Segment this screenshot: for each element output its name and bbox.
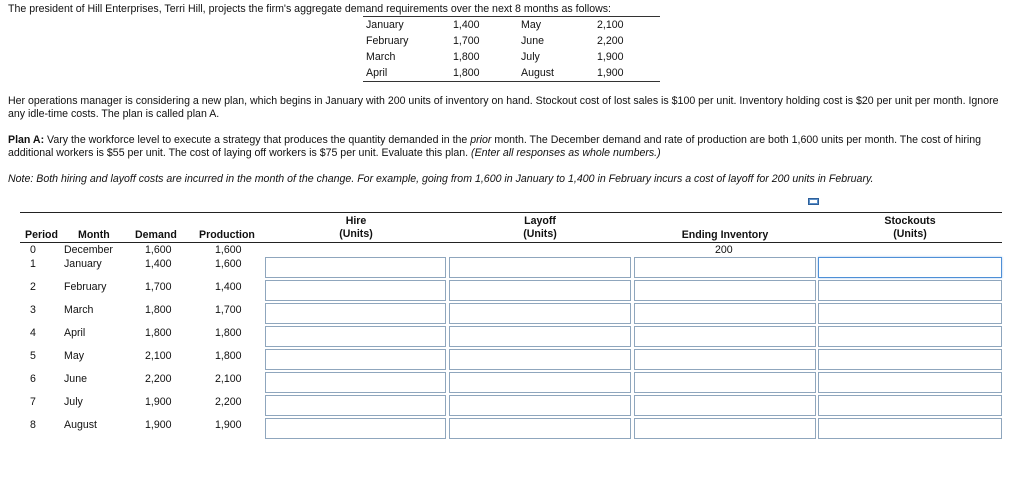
demand-month: January bbox=[366, 19, 404, 31]
demand-month: February bbox=[366, 35, 409, 47]
demand-value: 1,400 bbox=[453, 19, 480, 31]
demand-month: May bbox=[521, 19, 542, 31]
cell-period: 7 bbox=[30, 396, 36, 408]
demand-month: June bbox=[521, 35, 544, 47]
hire-input[interactable] bbox=[265, 372, 446, 393]
demand-row bbox=[363, 65, 660, 81]
cell-month: June bbox=[64, 373, 87, 385]
demand-value: 1,900 bbox=[597, 67, 624, 79]
cell-demand: 1,700 bbox=[145, 281, 172, 293]
cell-period: 4 bbox=[30, 327, 36, 339]
demand-month: August bbox=[521, 67, 554, 79]
header-stockouts bbox=[818, 215, 1002, 241]
demand-value: 2,100 bbox=[597, 19, 624, 31]
cell-production: 1,600 bbox=[215, 244, 242, 256]
plan-label: Plan A: bbox=[8, 134, 45, 146]
operations-paragraph: Her operations manager is considering a new plan, which begins in January with 200 units of inventory on hand. Stockout cost of lost sales is $100 per unit. Inventory holding cost is $20 per unit per month. Ignore any idle-time costs. The plan is called plan A. bbox=[8, 95, 999, 120]
demand-table bbox=[363, 17, 660, 81]
cell-month: August bbox=[64, 419, 97, 431]
calculator-icon[interactable] bbox=[808, 198, 819, 206]
cell-production: 1,800 bbox=[215, 327, 242, 339]
note-text: Note: Both hiring and layoff costs are incurred in the month of the change. For example, going from 1,600 in January to 1,400 in February incurs a cost of layoff for 200 units in February. bbox=[8, 173, 874, 185]
plan-a-paragraph bbox=[8, 134, 1016, 160]
cell-demand: 1,900 bbox=[145, 396, 172, 408]
demand-value: 1,800 bbox=[453, 51, 480, 63]
header-month: Month bbox=[78, 229, 110, 241]
hire-input[interactable] bbox=[265, 280, 446, 301]
demand-value: 1,900 bbox=[597, 51, 624, 63]
stockouts-input[interactable] bbox=[818, 395, 1002, 416]
demand-row bbox=[363, 17, 660, 33]
demand-row bbox=[363, 33, 660, 49]
cell-period: 3 bbox=[30, 304, 36, 316]
ending-inventory-input[interactable] bbox=[634, 372, 816, 393]
plan-text-2: month. The December demand and rate of production are both 1,600 units per month. The cost of hiring additional workers is $55 per unit. The cost of laying off workers is $75 per unit. Evaluate this plan. bbox=[8, 134, 982, 159]
table-top-rule bbox=[20, 212, 1002, 213]
layoff-input[interactable] bbox=[449, 349, 631, 370]
plan-prior: prior bbox=[470, 134, 492, 146]
header-stockouts-title: Stockouts bbox=[884, 215, 936, 227]
hire-input[interactable] bbox=[265, 326, 446, 347]
demand-row bbox=[363, 49, 660, 65]
cell-production: 1,900 bbox=[215, 419, 242, 431]
table-header-rule bbox=[20, 242, 1002, 243]
cell-month: January bbox=[64, 258, 102, 270]
ending-inventory-input[interactable] bbox=[634, 326, 816, 347]
cell-month: February bbox=[64, 281, 107, 293]
layoff-input[interactable] bbox=[449, 326, 631, 347]
cell-demand: 2,200 bbox=[145, 373, 172, 385]
cell-month: May bbox=[64, 350, 85, 362]
cell-production: 1,800 bbox=[215, 350, 242, 362]
cell-demand: 1,600 bbox=[145, 244, 172, 256]
ending-inventory-input[interactable] bbox=[634, 280, 816, 301]
header-ending-inventory: Ending Inventory bbox=[681, 229, 769, 241]
cell-period: 2 bbox=[30, 281, 36, 293]
demand-value: 2,200 bbox=[597, 35, 624, 47]
cell-month: July bbox=[64, 396, 83, 408]
cell-production: 2,100 bbox=[215, 373, 242, 385]
cell-demand: 1,900 bbox=[145, 419, 172, 431]
stockouts-input[interactable] bbox=[818, 280, 1002, 301]
stockouts-input[interactable] bbox=[818, 372, 1002, 393]
cell-demand: 2,100 bbox=[145, 350, 172, 362]
demand-value: 1,700 bbox=[453, 35, 480, 47]
cell-production: 1,700 bbox=[215, 304, 242, 316]
cell-production: 2,200 bbox=[215, 396, 242, 408]
cell-period: 1 bbox=[30, 258, 36, 270]
stockouts-input[interactable] bbox=[818, 349, 1002, 370]
cell-demand: 1,800 bbox=[145, 327, 172, 339]
header-layoff bbox=[450, 215, 630, 241]
hire-input[interactable] bbox=[265, 349, 446, 370]
cell-period: 5 bbox=[30, 350, 36, 362]
demand-month: March bbox=[366, 51, 396, 63]
intro-text: The president of Hill Enterprises, Terri Hill, projects the firm's aggregate demand requirements over the next 8 months as follows: bbox=[8, 3, 611, 15]
demand-table-bottom-rule bbox=[363, 81, 660, 82]
stockouts-input[interactable] bbox=[818, 326, 1002, 347]
layoff-input[interactable] bbox=[449, 280, 631, 301]
ending-inventory-input[interactable] bbox=[634, 349, 816, 370]
header-hire-title: Hire bbox=[345, 215, 367, 227]
cell-ending-inventory: 200 bbox=[715, 244, 733, 256]
layoff-input[interactable] bbox=[449, 303, 631, 324]
header-layoff-title: Layoff bbox=[524, 215, 556, 227]
cell-period: 8 bbox=[30, 419, 36, 431]
ending-inventory-input[interactable] bbox=[634, 395, 816, 416]
header-period: Period bbox=[25, 229, 58, 241]
ending-inventory-input[interactable] bbox=[634, 257, 816, 278]
header-stockouts-units: (Units) bbox=[893, 228, 927, 240]
header-hire-units: (Units) bbox=[339, 228, 373, 240]
demand-month: July bbox=[521, 51, 540, 63]
demand-month: April bbox=[366, 67, 388, 79]
cell-production: 1,600 bbox=[215, 258, 242, 270]
layoff-input[interactable] bbox=[449, 257, 631, 278]
header-layoff-units: (Units) bbox=[523, 228, 557, 240]
cell-demand: 1,800 bbox=[145, 304, 172, 316]
layoff-input[interactable] bbox=[449, 372, 631, 393]
layoff-input[interactable] bbox=[449, 418, 631, 439]
demand-value: 1,800 bbox=[453, 67, 480, 79]
stockouts-input[interactable] bbox=[818, 257, 1002, 278]
ending-inventory-input[interactable] bbox=[634, 303, 816, 324]
cell-month: December bbox=[64, 244, 113, 256]
hire-input[interactable] bbox=[265, 257, 446, 278]
plan-instruction: (Enter all responses as whole numbers.) bbox=[471, 147, 661, 159]
cell-period: 6 bbox=[30, 373, 36, 385]
header-demand: Demand bbox=[135, 229, 177, 241]
stockouts-input[interactable] bbox=[818, 303, 1002, 324]
cell-period: 0 bbox=[30, 244, 36, 256]
cell-month: March bbox=[64, 304, 94, 316]
ending-inventory-input[interactable] bbox=[634, 418, 816, 439]
cell-production: 1,400 bbox=[215, 281, 242, 293]
hire-input[interactable] bbox=[265, 395, 446, 416]
stockouts-input[interactable] bbox=[818, 418, 1002, 439]
cell-demand: 1,400 bbox=[145, 258, 172, 270]
plan-text-1: Vary the workforce level to execute a strategy that produces the quantity demanded in the bbox=[44, 134, 471, 146]
layoff-input[interactable] bbox=[449, 395, 631, 416]
hire-input[interactable] bbox=[265, 303, 446, 324]
header-hire bbox=[266, 215, 446, 241]
hire-input[interactable] bbox=[265, 418, 446, 439]
cell-month: April bbox=[64, 327, 86, 339]
header-production: Production bbox=[199, 229, 255, 241]
